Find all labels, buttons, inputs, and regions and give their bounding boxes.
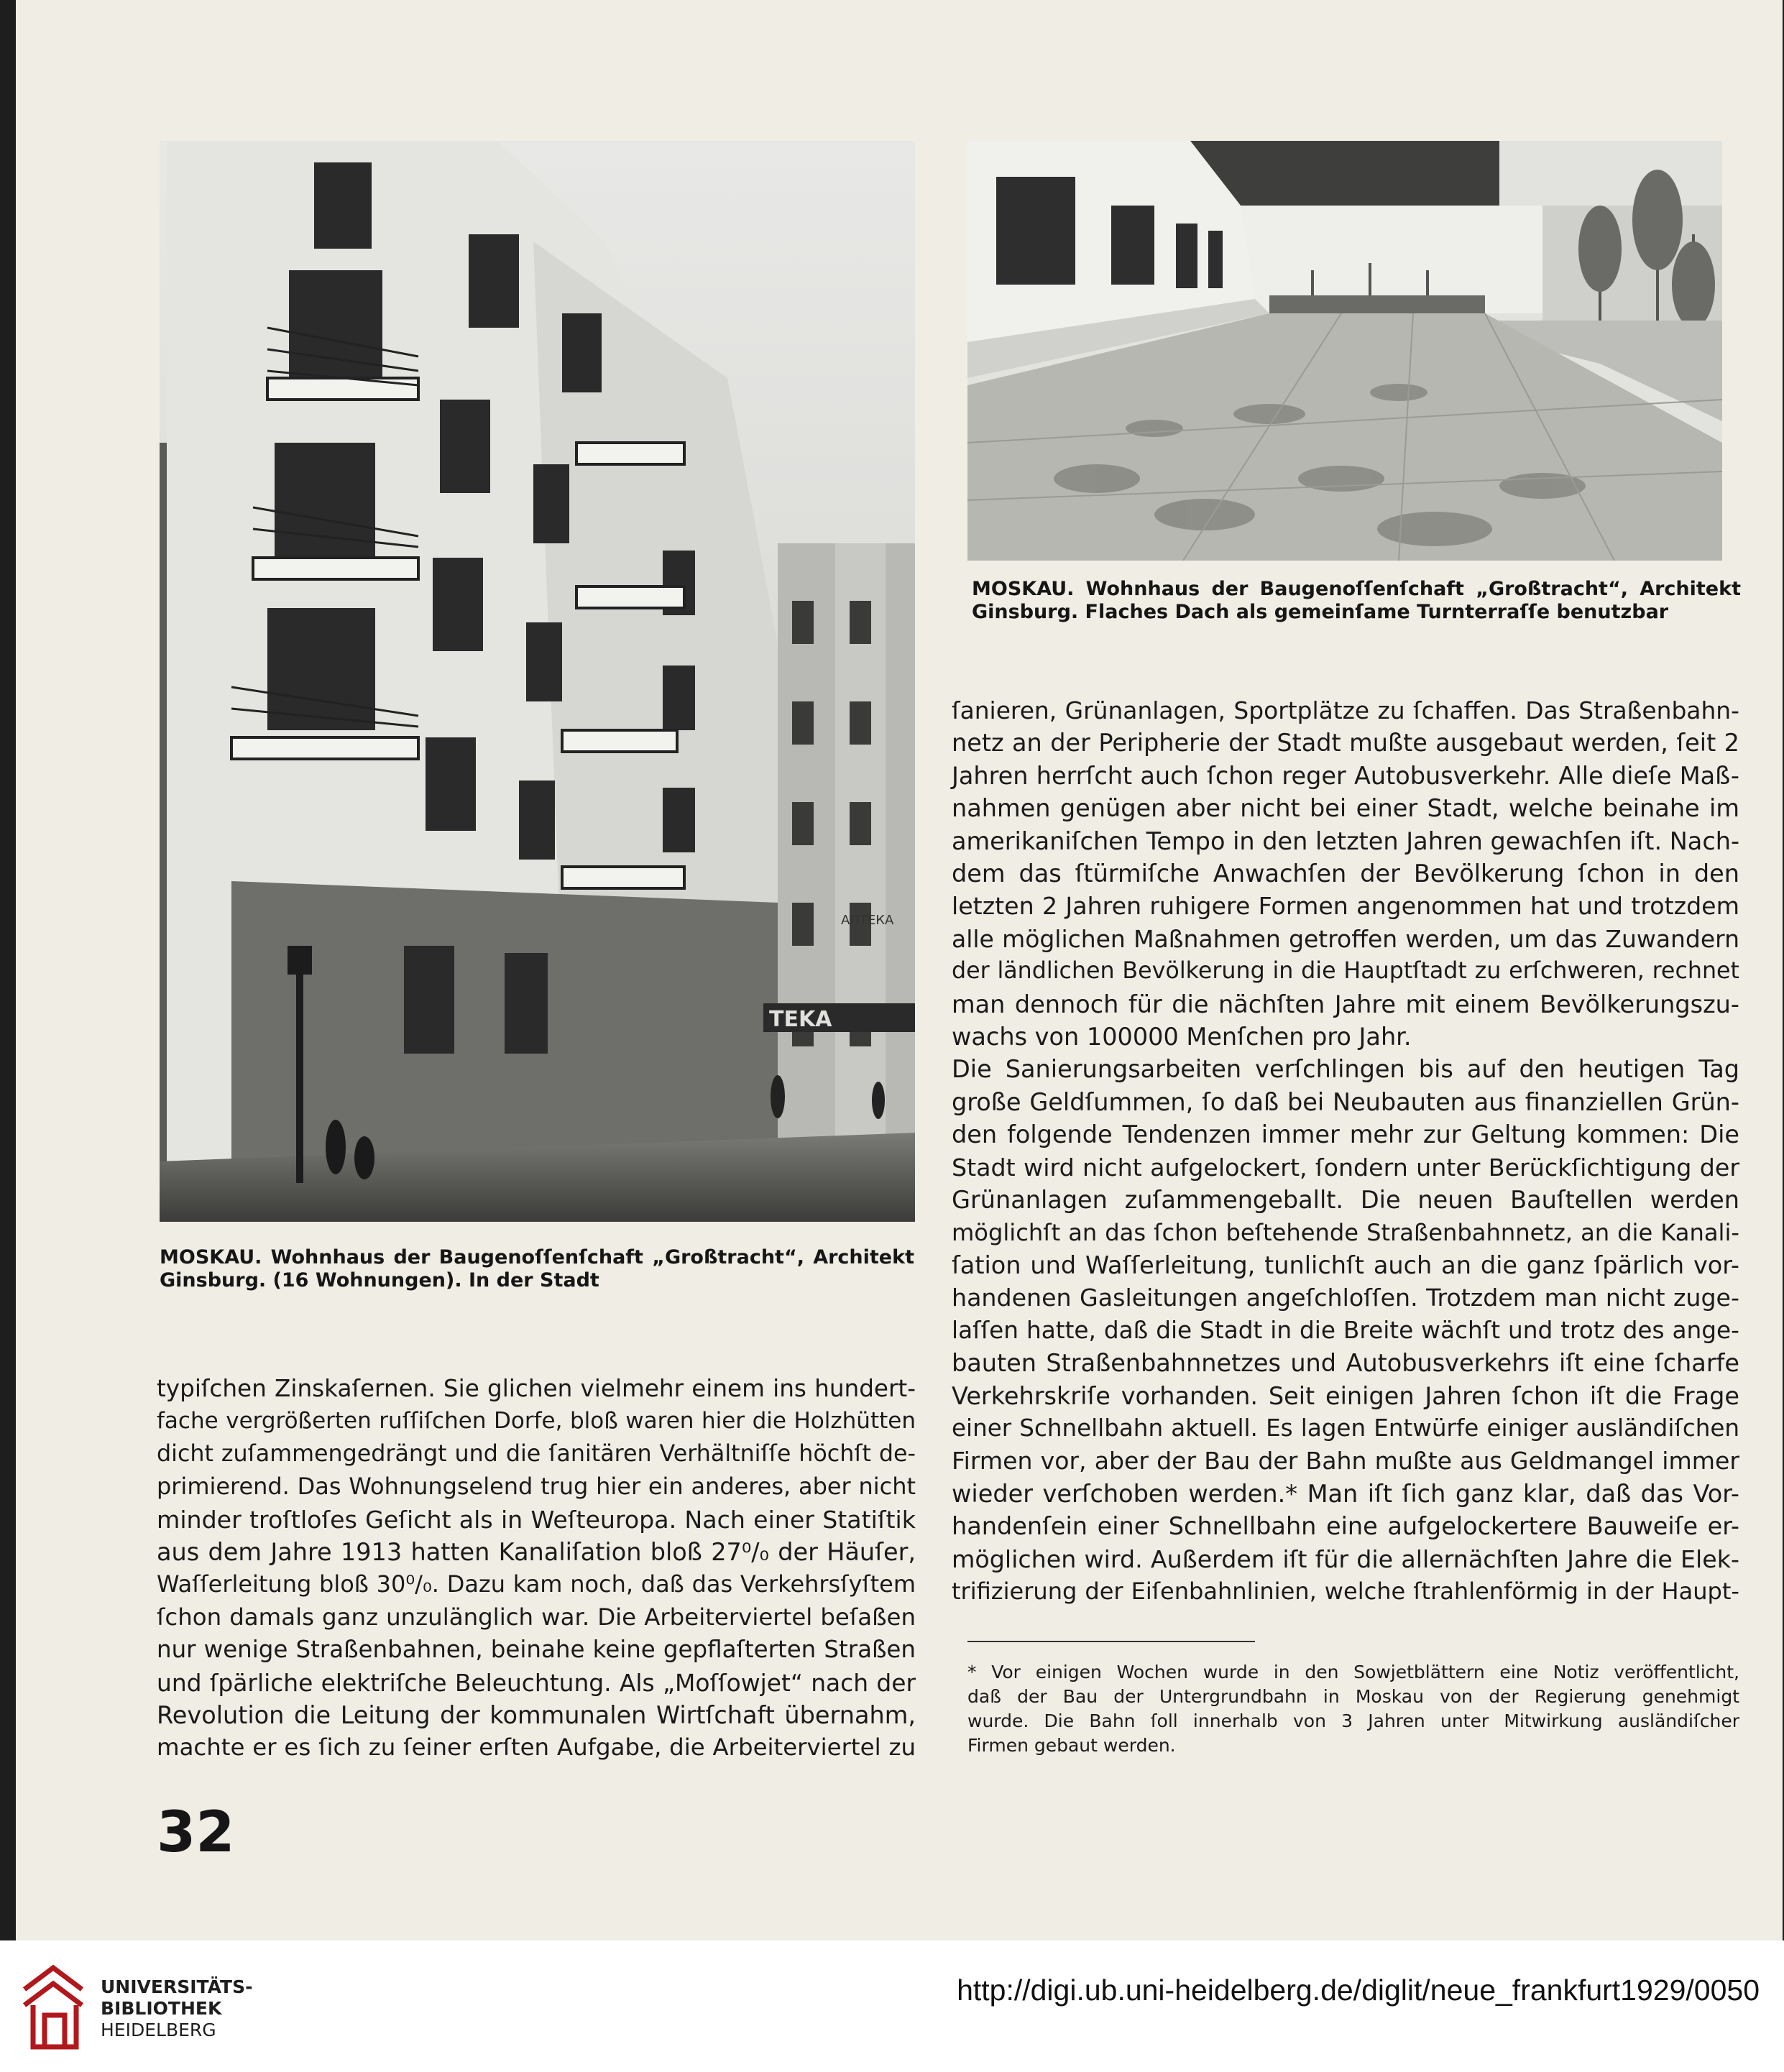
left-photo-caption: MOSKAU. Wohnhaus der Baugenoſſenſchaft „Großtracht“, Architekt Ginsburg. (16 Wohnungen). In der Stadt <box>160 1246 914 1291</box>
text-line: primierend. Das Wohnungselend trug hier ein anderes, aber nicht <box>157 1473 916 1501</box>
text-line: Die Sanierungsarbeiten verſchlingen bis auf den heutigen Tag <box>952 1055 1739 1084</box>
text-line: trifizierung der Eiſenbahnlinien, welche ſtrahlenförmig in der Haupt- <box>952 1577 1739 1605</box>
footnote <box>967 1660 1739 1758</box>
text-line: nur wenige Straßenbahnen, beinahe keine gepflaſterten Straßen <box>157 1636 916 1664</box>
text-line: machte er es ſich zu ſeiner erſten Aufgabe, die Arbeiterviertel zu <box>157 1733 916 1762</box>
library-footer-bar <box>0 1940 1784 2072</box>
text-line: möglichſt an das ſchon beſtehende Straßenbahnnetz, an die Kanali- <box>952 1218 1739 1246</box>
text-line: ſchon damals ganz unzulänglich war. Die Arbeiterviertel beſaßen <box>157 1603 916 1631</box>
right-text-column <box>952 694 1739 1608</box>
library-name-line3: HEIDELBERG <box>101 2020 216 2040</box>
text-line: netz an der Peripherie der Stadt mußte ausgebaut werden, ſeit 2 <box>952 729 1739 758</box>
library-name-line1: UNIVERSITÄTS- <box>101 1976 253 1997</box>
library-name-line2: BIBLIOTHEK <box>101 1998 222 2019</box>
text-line: handenſein einer Schnellbahn eine aufgelockertere Bauweiſe er- <box>952 1512 1739 1541</box>
text-line: amerikaniſchen Tempo in den letzten Jahren gewachſen iſt. Nach- <box>952 827 1740 855</box>
photo-rooftop-terrace <box>967 141 1722 561</box>
rooftop-terrace-illustration <box>967 141 1722 561</box>
text-line: Revolution die Leitung der kommunalen Wirtſchaft übernahm, <box>157 1701 916 1730</box>
text-line: typiſchen Zinskaſernen. Sie glichen vielmehr einem ins hundert- <box>157 1375 916 1402</box>
text-line: aus dem Jahre 1913 hatten Kanaliſation bloß 27⁰/₀ der Häuſer, <box>157 1538 916 1567</box>
text-line: Stadt wird nicht aufgelockert, ſondern unter Berückſichtigung der <box>952 1153 1739 1182</box>
shop-sign-teka: TEKA <box>769 1007 832 1032</box>
text-line: große Geldſummen, ſo daß bei Neubauten aus finanziellen Grün- <box>952 1087 1739 1116</box>
text-line: handenen Gasleitungen angeſchloſſen. Trotzdem man nicht zuge- <box>952 1284 1739 1312</box>
text-line: laſſen hatte, daß die Stadt in die Breite wächſt und trotz des ange- <box>952 1316 1739 1344</box>
shop-sign-apteka: АПТЕКА <box>841 913 894 928</box>
text-line: nahmen genügen aber nicht bei einer Stadt, welche beinahe im <box>952 794 1739 823</box>
text-line: möglichen wird. Außerdem iſt für die allernächſten Jahre die Elek- <box>952 1544 1739 1573</box>
text-line: minder troſtloſes Geſicht als in Weſteuropa. Nach einer Statiſtik <box>157 1505 916 1534</box>
text-line: Waſſerleitung bloß 30⁰/₀. Dazu kam noch, daß das Verkehrsſyſtem <box>157 1570 916 1598</box>
text-line: dem das ſtürmiſche Anwachſen der Bevölkerung ſchon in den <box>952 860 1739 888</box>
text-line: und ſpärliche elektriſche Beleuchtung. Als „Moſſowjet“ nach der <box>157 1668 916 1697</box>
footnote-rule <box>967 1641 1255 1642</box>
footnote-line: * Vor einigen Wochen wurde in den Sowjetblättern eine Notiz veröffentlicht, <box>967 1662 1739 1682</box>
text-line: einer Schnellbahn aktuell. Es lagen Entwürfe einiger ausländiſchen <box>952 1414 1739 1442</box>
footnote-line: Firmen gebaut werden. <box>967 1735 1176 1756</box>
text-line: Firmen vor, aber der Bau der Bahn mußte aus Geldmangel immer <box>952 1447 1739 1475</box>
text-line: man dennoch für die nächſten Jahre mit einem Bevölkerungszu- <box>952 990 1739 1018</box>
text-line: fache vergrößerten ruſſiſchen Dorfe, bloß waren hier die Holzhütten <box>157 1408 916 1435</box>
text-line: den folgende Tendenzen immer mehr zur Geltung kommen: Die <box>952 1120 1739 1149</box>
footnote-line: daß der Bau der Untergrundbahn in Moskau von der Regierung genehmigt <box>967 1686 1739 1707</box>
text-line: letzten 2 Jahren ruhigere Formen angenommen hat und trotzdem <box>952 892 1739 921</box>
text-line: Verkehrskriſe vorhanden. Seit einigen Jahren ſchon iſt die Frage <box>952 1381 1739 1410</box>
text-line: bauten Straßenbahnnetzes und Autobusverkehrs iſt eine ſcharfe <box>952 1349 1739 1378</box>
text-line: ſation und Waſſerleitung, tunlichſt auch an die ganz ſpärlich vor- <box>952 1251 1739 1279</box>
text-line: der ländlichen Bevölkerung in die Hauptſtadt zu erſchweren, rechnet <box>952 958 1739 985</box>
photo-building-street <box>160 141 915 1222</box>
document-url-link[interactable]: http://digi.ub.uni-heidelberg.de/diglit/neue_frankfurt1929/0050 <box>957 1974 1760 2007</box>
text-line: ſanieren, Grünanlagen, Sportplätze zu ſchaffen. Das Straßenbahn- <box>952 696 1739 724</box>
text-line: Grünanlagen zuſammengeballt. Die neuen Bauſtellen werden <box>952 1186 1739 1215</box>
text-line: dicht zuſammengedrängt und die ſanitären Verhältniſſe höchſt de- <box>157 1440 916 1467</box>
library-logo-icon <box>19 1961 91 2054</box>
right-photo-caption: MOSKAU. Wohnhaus der Baugenoſſenſchaft „Großtracht“, Architekt Ginsburg. Flaches Dach als gemeinſame Turnterraſſe benutzbar <box>972 578 1741 623</box>
building-street-illustration <box>160 141 915 1222</box>
left-text-column <box>157 1373 916 1764</box>
footnote-line: wurde. Die Bahn ſoll innerhalb von 3 Jahren unter Mitwirkung ausländiſcher <box>967 1710 1739 1731</box>
page-number: 32 <box>157 1800 235 1865</box>
text-line: alle möglichen Maßnahmen getroffen werden, um das Zuwandern <box>952 924 1739 953</box>
text-line: Jahren herrſcht auch ſchon reger Autobusverkehr. Alle dieſe Maß- <box>952 761 1739 790</box>
text-line: wieder verſchoben werden.* Man iſt ſich ganz klar, daß das Vor- <box>952 1479 1739 1508</box>
scanned-page <box>16 0 1783 1940</box>
text-line: wachs von 100000 Menſchen pro Jahr. <box>952 1023 1412 1051</box>
